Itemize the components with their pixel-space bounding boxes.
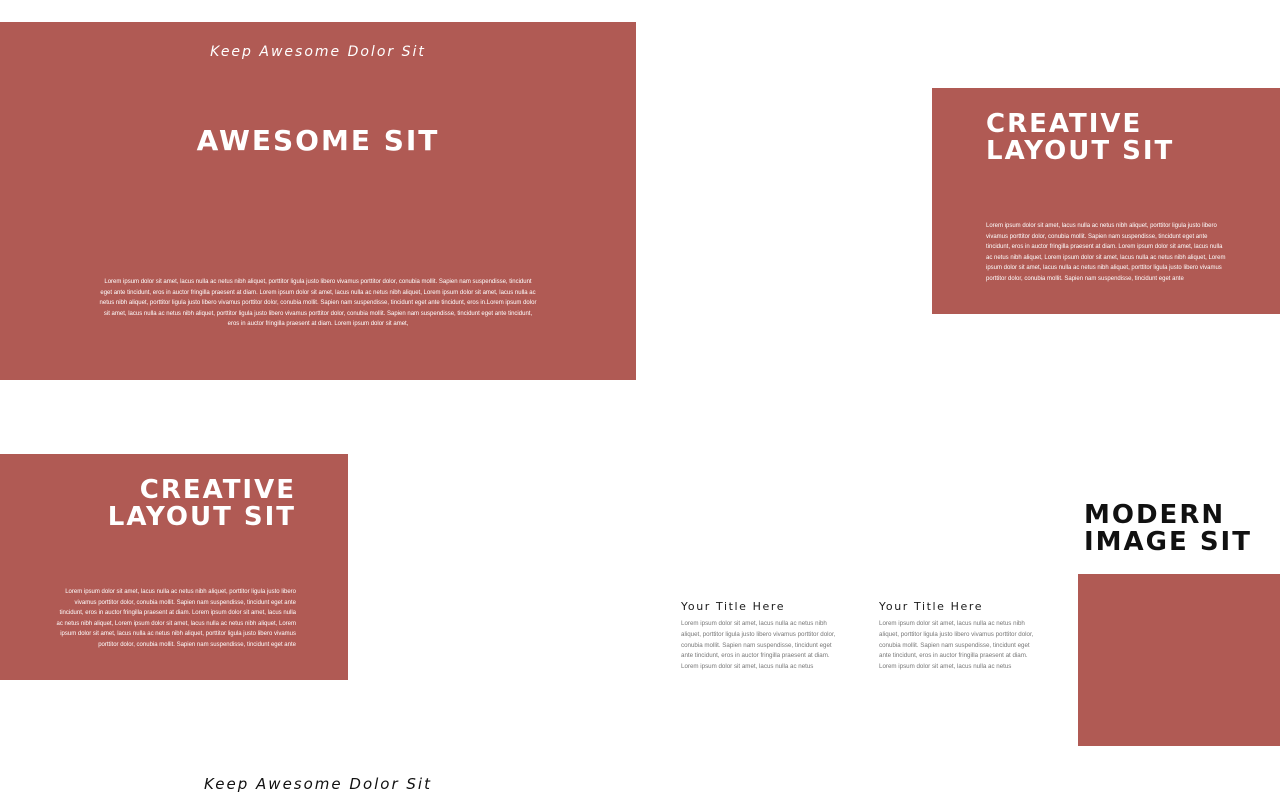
slide2-title (986, 111, 1266, 165)
slide3-title-line2: LAYOUT SIT (107, 502, 296, 532)
slide3-body: Lorem ipsum dolor sit amet, lacus nulla ac netus nibh aliquet, porttitor ligula justo libero vivamus porttitor dolor, conubia mollit. Sapien nam suspendisse, tincidunt eget ante tincidunt, eros in auctor fringilla praesent at diam. Lorem ipsum dolor sit amet, lacus nulla ac netus nibh aliquet, Lorem ipsum dolor sit amet, lacus nulla ac netus nibh aliquet, Lorem ipsum dolor sit amet, lacus nulla ac netus nibh aliquet, porttitor ligula justo libero vivamus porttitor dolor, conubia mollit. Sapien nam suspendisse, tincidunt eget ante (56, 589, 296, 648)
slide1-body: Lorem ipsum dolor sit amet, lacus nulla ac netus nibh aliquet, porttitor ligula justo libero vivamus porttitor dolor, conubia mollit. Sapien nam suspendisse, tincidunt eget ante tincidunt, eros in auctor fringilla praesent at diam. Lorem ipsum dolor sit amet, lacus nulla ac netus nibh aliquet, Lorem ipsum dolor sit amet, lacus nulla ac netus nibh aliquet, porttitor ligula justo libero vivamus porttitor dolor, conubia mollit. Sapien nam suspendisse, tincidunt eget ante tincidunt, eros in.Lorem ipsum dolor sit amet, lacus nulla ac netus nibh aliquet, porttitor ligula justo libero vivamus porttitor dolor, conubia mollit. Sapien nam suspendisse, tincidunt eget ante tincidunt, eros in auctor fringilla praesent at diam. Lorem ipsum dolor sit amet, (99, 279, 537, 328)
slide2-title-line2: LAYOUT SIT (986, 136, 1175, 166)
slide2-body: Lorem ipsum dolor sit amet, lacus nulla ac netus nibh aliquet, porttitor ligula justo libero vivamus porttitor dolor, conubia mollit. Sapien nam suspendisse, tincidunt eget ante tincidunt, eros in auctor fringilla praesent at diam. Lorem ipsum dolor sit amet, lacus nulla ac netus nibh aliquet, Lorem ipsum dolor sit amet, lacus nulla ac netus nibh aliquet, Lorem ipsum dolor sit amet, lacus nulla ac netus nibh aliquet, porttitor ligula justo libero vivamus porttitor dolor, conubia mollit. Sapien nam suspendisse, tincidunt eget ante (986, 223, 1226, 282)
slide2-title-line1: CREATIVE (986, 109, 1143, 139)
slide1-title: AWESOME SIT (196, 124, 440, 157)
slide3-title (40, 477, 296, 531)
column-2-title: Your Title Here (879, 600, 984, 613)
slide3-title-line1: CREATIVE (139, 475, 296, 505)
slide1-kicker: Keep Awesome Dolor Sit (210, 44, 426, 60)
column-1-title: Your Title Here (681, 600, 786, 613)
column-1-body: Lorem ipsum dolor sit amet, lacus nulla ac netus nibh aliquet, porttitor ligula justo libero vivamus porttitor dolor, conubia mollit. Sapien nam suspendisse, tincidunt eget ante tincidunt, eros in auctor fringilla praesent at diam. Lorem ipsum dolor sit amet, lacus nulla ac netus (681, 620, 836, 671)
slide4-title (1084, 502, 1274, 556)
footer-kicker: Keep Awesome Dolor Sit (204, 775, 432, 793)
slide4-title-line2: IMAGE SIT (1084, 527, 1252, 557)
slide4-title-line1: MODERN (1084, 500, 1226, 530)
column-2-body: Lorem ipsum dolor sit amet, lacus nulla ac netus nibh aliquet, porttitor ligula justo libero vivamus porttitor dolor, conubia mollit. Sapien nam suspendisse, tincidunt eget ante tincidunt, eros in auctor fringilla praesent at diam. Lorem ipsum dolor sit amet, lacus nulla ac netus (879, 620, 1034, 671)
slide4-image-block (1078, 574, 1280, 746)
